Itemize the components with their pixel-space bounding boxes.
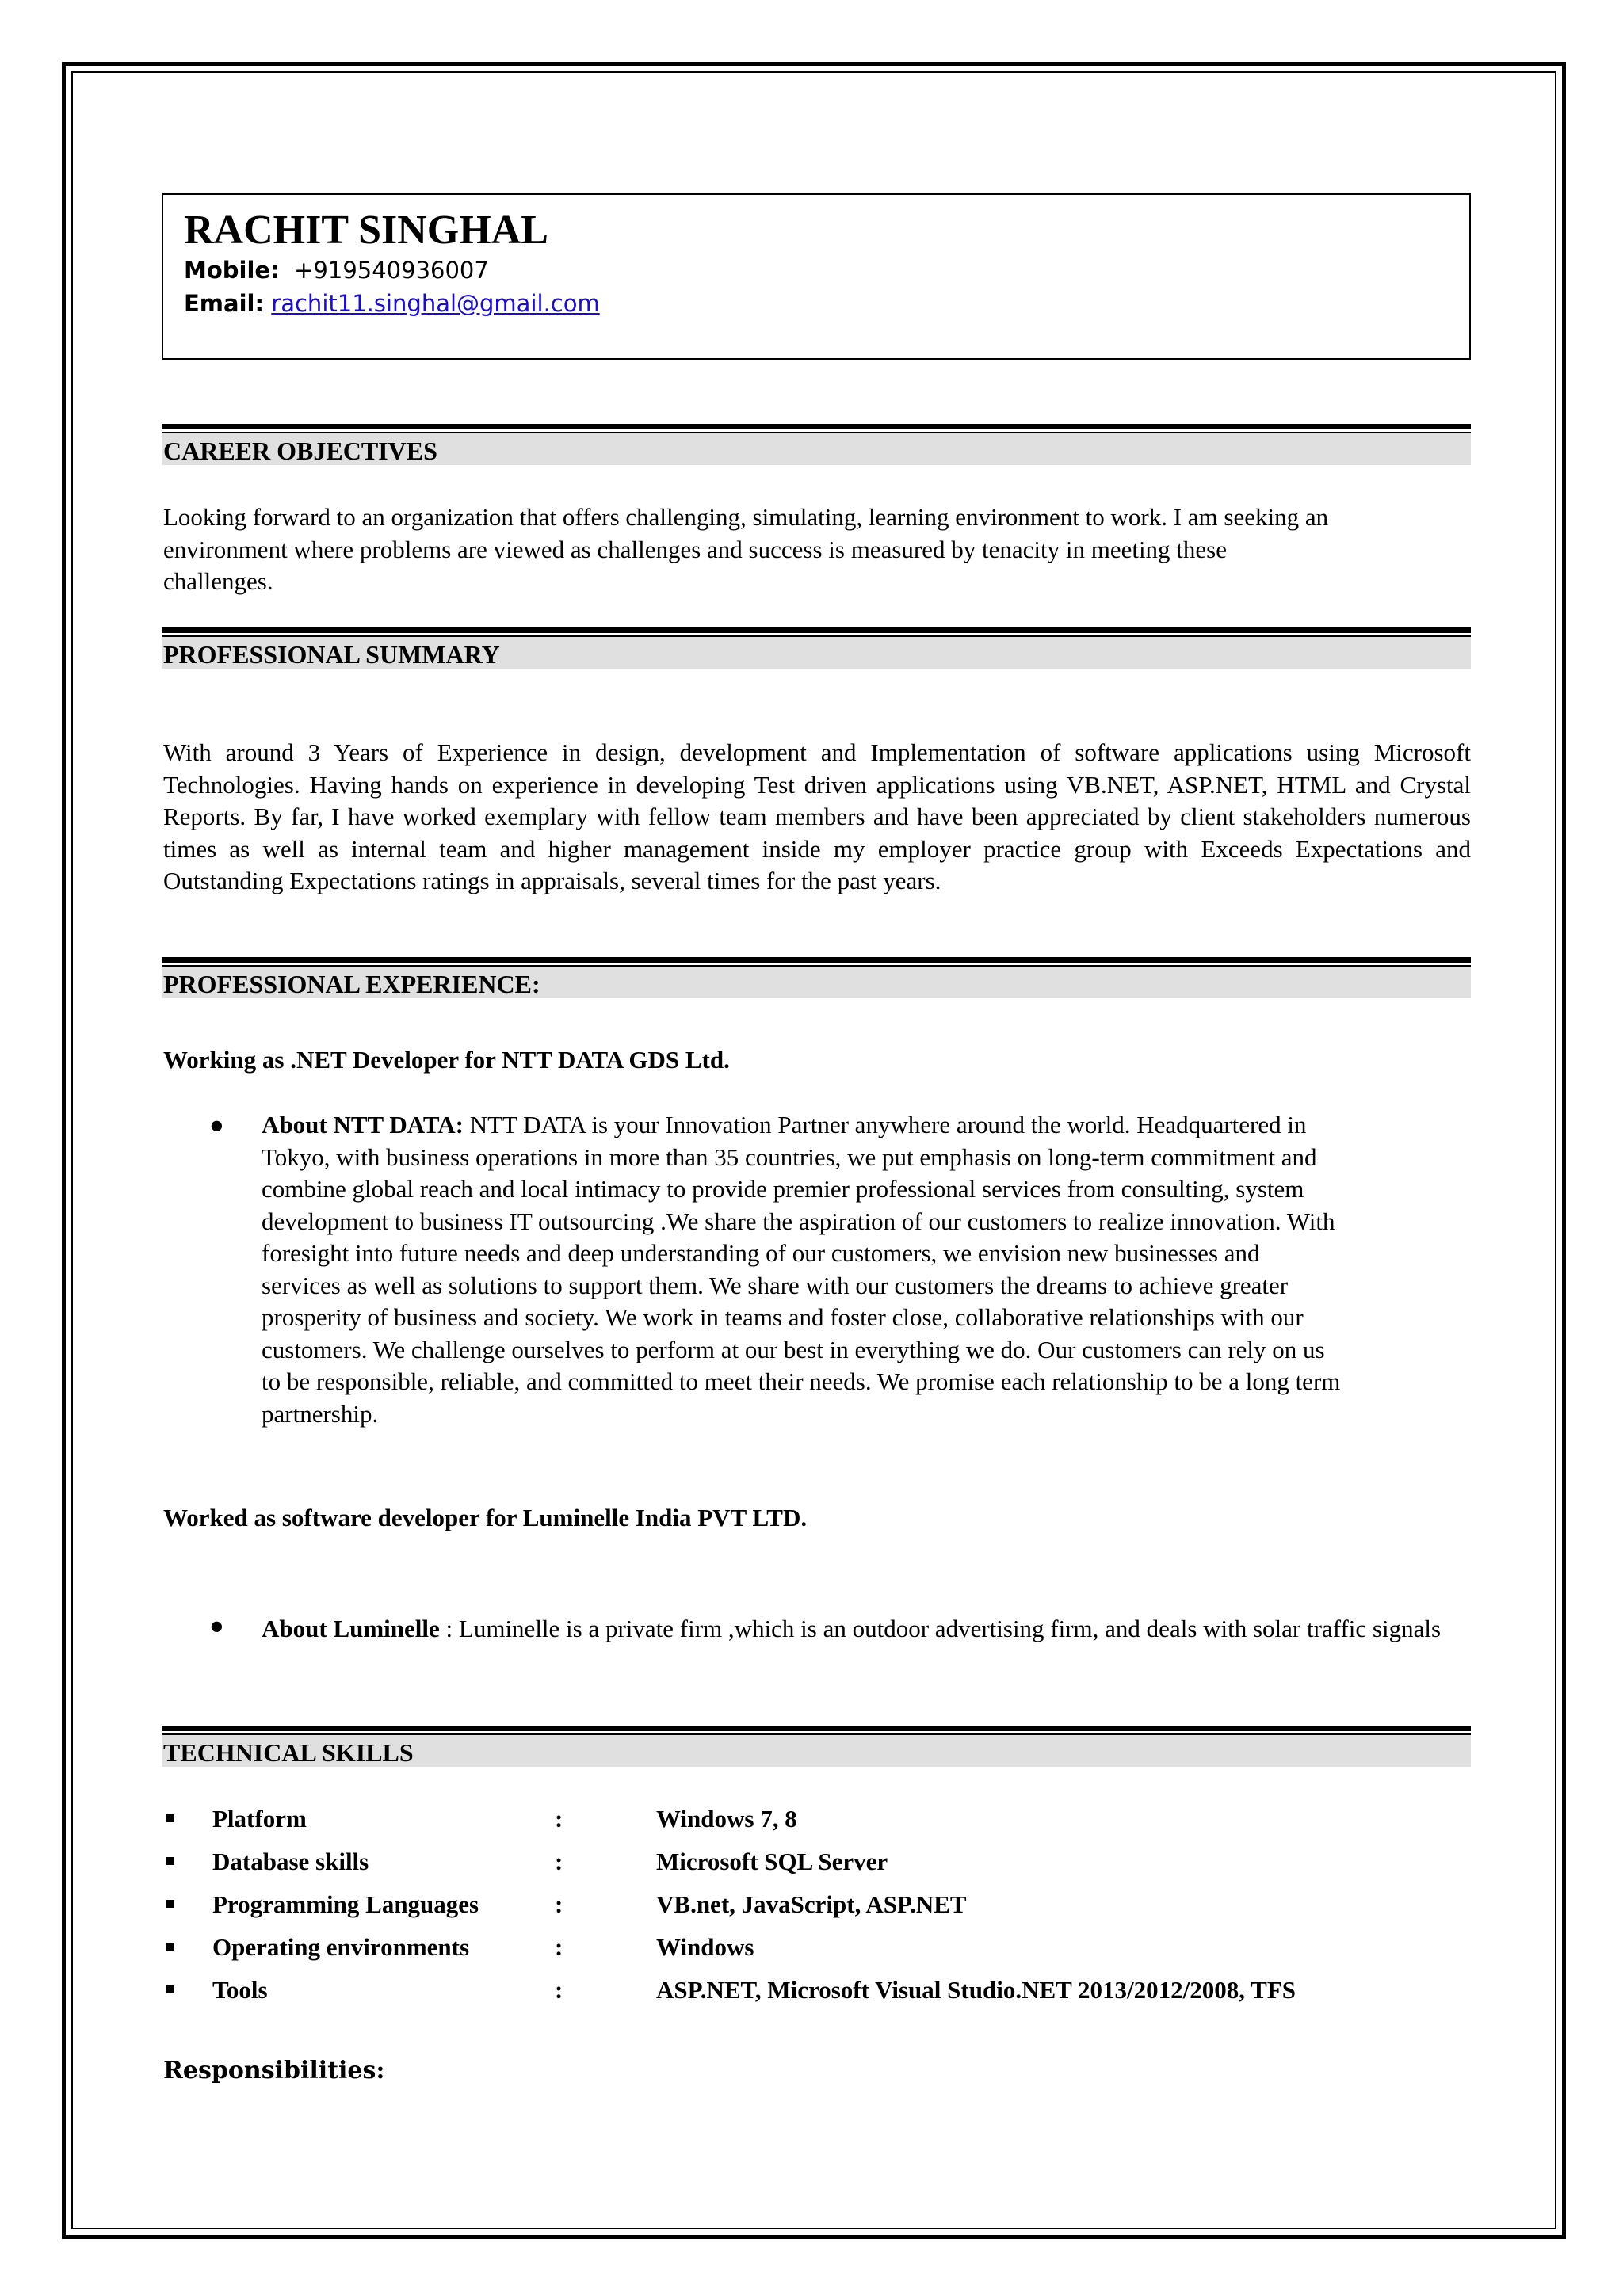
job-title-luminelle: Worked as software developer for Luminelle India PVT LTD. <box>163 1504 808 1531</box>
square-bullet-icon <box>166 1857 174 1865</box>
skill-row-operating-environments <box>163 1932 1471 1974</box>
section-title: PROFESSIONAL EXPERIENCE: <box>162 967 1471 998</box>
section-title: TECHNICAL SKILLS <box>162 1735 1471 1767</box>
skill-name: Operating environments <box>212 1933 470 1961</box>
bullet-icon: ● <box>209 1111 224 1138</box>
mobile-line <box>184 254 1469 287</box>
mobile-label: Mobile: <box>184 257 280 284</box>
skill-value: Windows 7, 8 <box>656 1805 797 1833</box>
skill-separator: : <box>555 1848 563 1875</box>
square-bullet-icon <box>166 1814 174 1822</box>
skill-name: Tools <box>212 1976 268 2004</box>
text-fragment: NTT DATA is your Innovation Partner anywhere around the world. Headquartered in <box>463 1111 1307 1138</box>
section-professional-summary <box>162 627 1471 669</box>
skill-separator: : <box>555 1890 563 1918</box>
text-line: development to business IT outsourcing .We share the aspiration of our customers to realize innovation. With <box>262 1207 1335 1235</box>
text-fragment: : Luminelle is a private firm ,which is an outdoor advertising firm, and deals with solar traffic signals <box>439 1615 1442 1642</box>
text-line: combine global reach and local intimacy to provide premier professional services from consulting, system <box>262 1175 1304 1203</box>
square-bullet-icon <box>166 1943 174 1951</box>
bullet-icon: ● <box>209 1611 224 1639</box>
email-label: Email: <box>184 290 265 317</box>
text-line <box>262 1109 1471 1142</box>
text-line: to be responsible, reliable, and committed to meet their needs. We promise each relationship to be a long term <box>262 1367 1341 1395</box>
text-line: prosperity of business and society. We work in teams and foster close, collaborative relationships with our <box>262 1303 1304 1331</box>
skill-value: Windows <box>656 1933 754 1961</box>
section-technical-skills <box>162 1726 1471 1767</box>
skill-name: Database skills <box>212 1848 369 1875</box>
bullet-text <box>262 1610 1471 1648</box>
job-title-ntt-data: Working as .NET Developer for NTT DATA GDS Ltd. <box>163 1046 730 1074</box>
skill-separator: : <box>555 1933 563 1961</box>
skill-value: ASP.NET, Microsoft Visual Studio.NET 2013/2012/2008, TFS <box>656 1976 1296 2004</box>
skill-value: Microsoft SQL Server <box>656 1848 888 1875</box>
text-line: services as well as solutions to support them. We share with our customers the dreams to achieve greater <box>262 1271 1289 1299</box>
section-title: PROFESSIONAL SUMMARY <box>162 637 1471 669</box>
about-label: About NTT DATA: <box>262 1111 464 1138</box>
skill-row-programming-languages <box>163 1889 1471 1932</box>
text-line: challenges. <box>163 567 273 595</box>
email-line <box>184 287 1469 320</box>
square-bullet-icon <box>166 1900 174 1908</box>
email-link[interactable]: rachit11.singhal@gmail.com <box>271 290 600 317</box>
section-rule <box>162 424 1471 429</box>
text-line: partnership. <box>262 1399 379 1428</box>
section-professional-experience <box>162 957 1471 998</box>
skill-name: Programming Languages <box>212 1890 479 1918</box>
skill-value: VB.net, JavaScript, ASP.NET <box>656 1890 967 1918</box>
text-line: foresight into future needs and deep understanding of our customers, we envision new businesses and <box>262 1239 1260 1267</box>
text-line: Tokyo, with business operations in more than 35 countries, we put emphasis on long-term commitment and <box>262 1142 1317 1171</box>
mobile-number: +919540936007 <box>294 257 489 284</box>
bullet-text <box>262 1109 1471 1430</box>
skill-separator: : <box>555 1976 563 2004</box>
skill-row-database <box>163 1846 1471 1889</box>
section-rule <box>162 627 1471 633</box>
skill-row-tools <box>163 1974 1471 2017</box>
text-line: customers. We challenge ourselves to perform at our best in everything we do. Our customers can rely on us <box>262 1335 1325 1363</box>
responsibilities-heading: Responsibilities: <box>163 2057 385 2084</box>
section-rule <box>162 1726 1471 1731</box>
skill-separator: : <box>555 1805 563 1833</box>
skill-name: Platform <box>212 1805 307 1833</box>
career-objectives-text <box>163 502 1471 598</box>
candidate-name: RACHIT SINGHAL <box>184 208 548 253</box>
skills-table <box>163 1803 1471 2017</box>
professional-summary-text: With around 3 Years of Experience in design, development and Implementation of software applications using Microsoft Technologies. Having hands on experience in developing Test driven applications using VB.NET, ASP.NET, HTML and Crystal Reports. By far, I have worked exemplary with fellow team members and have been appreciated by client stakeholders numerous times as well as internal team and higher management inside my employer practice group with Exceeds Expectations and Outstanding Expectations ratings in appraisals, several times for the past years. <box>163 738 1471 894</box>
list-item-about-ntt-data <box>163 1109 1471 1430</box>
section-rule <box>162 957 1471 963</box>
skill-row-platform <box>163 1803 1471 1846</box>
about-label: About Luminelle <box>262 1615 440 1642</box>
list-item-about-luminelle <box>163 1610 1471 1648</box>
section-title: CAREER OBJECTIVES <box>162 433 1471 465</box>
text-line: Looking forward to an organization that offers challenging, simulating, learning environment to work. I am seeking an <box>163 503 1329 531</box>
resume-header <box>162 193 1471 360</box>
square-bullet-icon <box>166 1985 174 1993</box>
text-line: environment where problems are viewed as challenges and success is measured by tenacity in meeting these <box>163 535 1228 563</box>
section-career-objectives <box>162 424 1471 465</box>
